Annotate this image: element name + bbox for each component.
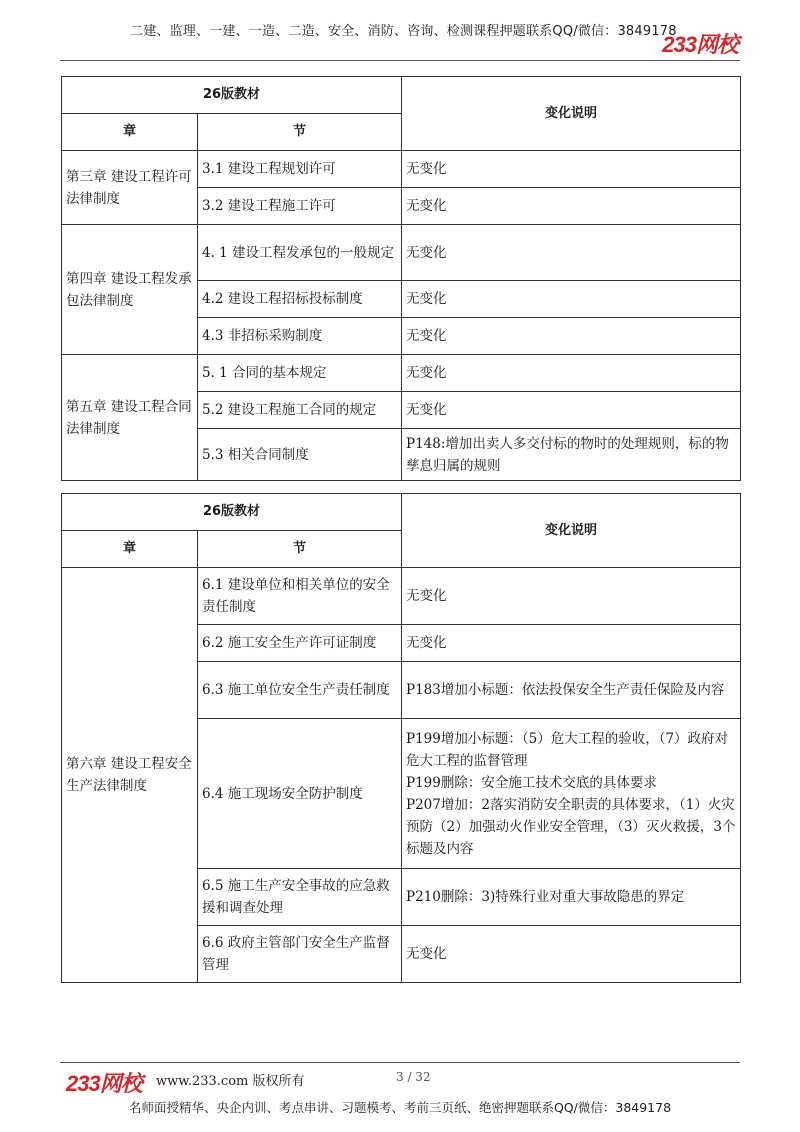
change-header: 变化说明: [402, 77, 741, 151]
table-row: [62, 355, 741, 392]
section-cell: 6.5 施工生产安全事故的应急救援和调查处理: [198, 869, 402, 926]
page-header: [60, 14, 740, 61]
table-header-row: [62, 77, 741, 114]
section-cell: 6.6 政府主管部门安全生产监督管理: [198, 926, 402, 983]
section-cell: 5.2 建设工程施工合同的规定: [198, 392, 402, 429]
section-cell: 3.2 建设工程施工许可: [198, 188, 402, 225]
textbook-header: 26版教材: [62, 494, 402, 531]
brand-logo[interactable]: 233网校: [662, 32, 738, 57]
section-cell: 5.3 相关合同制度: [198, 429, 402, 481]
header-contact-text: 二建、监理、一建、一造、二造、安全、消防、咨询、检测课程押题联系QQ/微信：3849178: [130, 24, 677, 39]
change-cell: P148:增加出卖人多交付标的物时的处理规则，标的物孳息归属的规则: [402, 429, 741, 481]
change-note: P199删除：安全施工技术交底的具体要求: [406, 774, 657, 791]
section-cell: 4.2 建设工程招标投标制度: [198, 281, 402, 318]
table-header-row: [62, 494, 741, 531]
change-cell: 无变化: [402, 151, 741, 188]
table-row: [62, 151, 741, 188]
change-header: 变化说明: [402, 494, 741, 568]
chapter-header: 章: [62, 531, 198, 568]
change-cell: [402, 869, 741, 926]
chapter-cell: 第六章 建设工程安全生产法律制度: [62, 568, 198, 983]
section-cell: 5. 1 合同的基本规定: [198, 355, 402, 392]
page-footer: [60, 1062, 740, 1096]
change-note: P183增加小标题：依法投保安全生产责任保险及内容: [406, 682, 725, 698]
table-row: [62, 568, 741, 625]
change-cell: [402, 926, 741, 983]
change-note: 无变化: [406, 588, 447, 604]
change-cell: [402, 662, 741, 719]
footer-contact-text: 名师面授精华、央企内训、考点串讲、习题模考、考前三页纸、绝密押题联系QQ/微信：3849178: [128, 1100, 672, 1115]
section-cell: 6.2 施工安全生产许可证制度: [198, 625, 402, 662]
change-note: P207增加：2落实消防安全职责的具体要求，（1）火灾预防（2）加强动火作业安全管理，（3）灭火救援，3个标题及内容: [406, 796, 736, 857]
chapter-header: 章: [62, 114, 198, 151]
change-cell: 无变化: [402, 392, 741, 429]
change-cell: 无变化: [402, 188, 741, 225]
section-cell: 6.4 施工现场安全防护制度: [198, 719, 402, 869]
chapter-cell: 第五章 建设工程合同法律制度: [62, 355, 198, 481]
change-cell: [402, 625, 741, 662]
footer-site[interactable]: www.233.com 版权所有: [156, 1074, 305, 1089]
change-cell: 无变化: [402, 318, 741, 355]
section-cell: 4.3 非招标采购制度: [198, 318, 402, 355]
change-note: P199增加小标题：（5）危大工程的验收，（7）政府对危大工程的监督管理: [406, 730, 729, 769]
changes-table-2: [61, 493, 741, 983]
change-cell: 无变化: [402, 355, 741, 392]
change-cell: [402, 719, 741, 869]
section-cell: 4. 1 建设工程发承包的一般规定: [198, 225, 402, 281]
change-cell: 无变化: [402, 225, 741, 281]
change-note: 无变化: [406, 635, 447, 651]
change-cell: 无变化: [402, 281, 741, 318]
change-note: 无变化: [406, 946, 447, 962]
chapter-cell: 第三章 建设工程许可法律制度: [62, 151, 198, 225]
chapter-cell: 第四章 建设工程发承包法律制度: [62, 225, 198, 355]
section-cell: 6.3 施工单位安全生产责任制度: [198, 662, 402, 719]
textbook-header: 26版教材: [62, 77, 402, 114]
change-note: P210删除：3)特殊行业对重大事故隐患的界定: [406, 889, 685, 905]
section-cell: 6.1 建设单位和相关单位的安全责任制度: [198, 568, 402, 625]
page-number: 3 / 32: [396, 1070, 431, 1084]
section-header: 节: [198, 531, 402, 568]
change-cell: [402, 568, 741, 625]
table-row: [62, 225, 741, 281]
section-cell: 3.1 建设工程规划许可: [198, 151, 402, 188]
footer-logo[interactable]: 233网校: [66, 1071, 142, 1096]
section-header: 节: [198, 114, 402, 151]
changes-table-1: [61, 76, 741, 481]
